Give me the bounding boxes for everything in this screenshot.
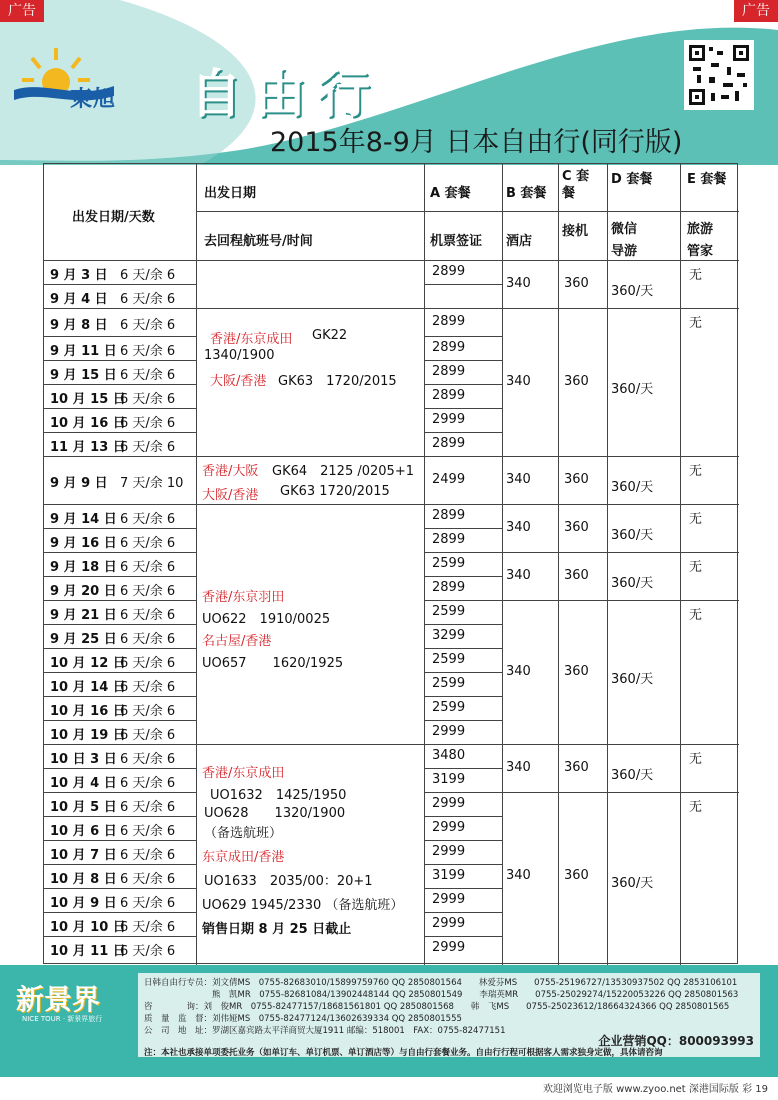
table-line <box>44 840 196 841</box>
table-line <box>44 624 196 625</box>
table-line <box>44 576 196 577</box>
table-line <box>502 600 739 601</box>
flight-route: 香港/东京成田 <box>210 332 293 347</box>
flight-number-time: GK64 2125 /0205+1 <box>272 464 414 479</box>
table-line <box>44 432 196 433</box>
table-line <box>424 720 502 721</box>
flight-route: 东京成田/香港 <box>202 850 285 865</box>
table-line <box>502 260 503 965</box>
table-line <box>502 456 739 457</box>
flight-route: 香港/大阪 <box>202 464 259 479</box>
row-date: 10 月 12 日 <box>50 656 126 671</box>
e-none: 无 <box>689 752 703 767</box>
table-line <box>502 308 739 309</box>
table-line <box>424 336 502 337</box>
table-line <box>44 552 196 553</box>
row-days: 6 天/余 6 <box>120 872 176 887</box>
header-date-days: 出发日期/天数 <box>72 210 155 225</box>
price-c: 360 <box>564 520 589 535</box>
row-price-a: 3480 <box>432 748 466 763</box>
row-date: 9 月 11 日 <box>50 344 117 359</box>
header-a-sub: 机票签证 <box>430 234 483 249</box>
table-line <box>44 912 196 913</box>
row-days: 7 天/余 10 <box>120 476 184 491</box>
flight-number-time: UO622 1910/0025 <box>202 612 331 627</box>
note-line: 注：本社也承接单项委托业务（如单订车、单订机票、单订酒店等）与自由行套餐业务。自由行行程可根据客人需求独身定做，具体请咨询 <box>144 1048 663 1058</box>
row-days: 6 天/余 6 <box>120 268 176 283</box>
price-c: 360 <box>564 374 589 389</box>
row-price-a: 2899 <box>432 314 466 329</box>
flight-number-time: UO1633 2035/00：20+1 <box>204 874 373 889</box>
subtitle: 2015年8-9月 日本自由行(同行版) <box>270 127 683 158</box>
table-line <box>424 840 502 841</box>
row-date: 10 月 8 日 <box>50 872 117 887</box>
row-days: 6 天/余 6 <box>120 632 176 647</box>
row-price-a: 2599 <box>432 700 466 715</box>
table-line <box>424 864 502 865</box>
row-price-a: 3299 <box>432 628 466 643</box>
table-line <box>44 408 196 409</box>
price-c: 360 <box>564 276 589 291</box>
table-line <box>424 624 502 625</box>
header-b: B 套餐 <box>506 186 547 201</box>
table-line <box>502 164 503 260</box>
table-line <box>502 504 739 505</box>
header-b-sub: 酒店 <box>506 234 533 249</box>
price-d: 360/天 <box>611 382 654 397</box>
table-line <box>44 648 196 649</box>
table-line <box>44 284 196 285</box>
row-date: 9 月 8 日 <box>50 318 108 333</box>
row-price-a: 2599 <box>432 556 466 571</box>
row-price-a: 2899 <box>432 264 466 279</box>
e-none: 无 <box>689 268 703 283</box>
row-date: 9 月 14 日 <box>50 512 117 527</box>
table-line <box>196 211 739 212</box>
row-date: 9 月 25 日 <box>50 632 117 647</box>
price-b: 340 <box>506 374 531 389</box>
row-price-a: 2999 <box>432 820 466 835</box>
flight-number-time: UO657 1620/1925 <box>202 656 344 671</box>
e-none: 无 <box>689 800 703 815</box>
price-c: 360 <box>564 760 589 775</box>
row-date: 11 月 13 日 <box>50 440 126 455</box>
table-line <box>196 260 197 965</box>
price-d: 360/天 <box>611 284 654 299</box>
table-line <box>424 600 502 601</box>
row-date: 10 月 15 日 <box>50 392 126 407</box>
price-b: 340 <box>506 276 531 291</box>
table-line <box>424 888 502 889</box>
row-date: 9 月 20 日 <box>50 584 117 599</box>
row-price-a: 2999 <box>432 940 466 955</box>
row-price-a: 2899 <box>432 436 466 451</box>
row-price-a: 2599 <box>432 652 466 667</box>
price-d: 360/天 <box>611 576 654 591</box>
table-line <box>44 672 196 673</box>
row-price-a: 3199 <box>432 772 466 787</box>
row-days: 6 天/余 6 <box>120 920 176 935</box>
row-days: 6 天/余 6 <box>120 848 176 863</box>
row-days: 6 天/余 6 <box>120 584 176 599</box>
row-days: 6 天/余 6 <box>120 680 176 695</box>
table-line <box>424 936 502 937</box>
main-title: 自由行 <box>190 65 383 125</box>
row-price-a: 2999 <box>432 796 466 811</box>
table-line <box>424 552 502 553</box>
row-price-a: 2899 <box>432 508 466 523</box>
row-date: 10 月 14 日 <box>50 680 126 695</box>
row-date: 10 月 5 日 <box>50 800 117 815</box>
flight-route: 大阪/香港 <box>202 488 259 503</box>
price-b: 340 <box>506 868 531 883</box>
table-line <box>424 768 502 769</box>
row-days: 6 天/余 6 <box>120 416 176 431</box>
table-line <box>680 164 681 260</box>
table-line <box>558 260 559 965</box>
table-line <box>607 260 608 965</box>
header-banner <box>0 0 778 165</box>
price-b: 340 <box>506 760 531 775</box>
price-c: 360 <box>564 472 589 487</box>
flight-number-time: UO1632 1425/1950 <box>210 788 347 803</box>
row-days: 6 天/余 6 <box>120 704 176 719</box>
header-flight: 去回程航班号/时间 <box>204 234 313 249</box>
table-line <box>44 260 739 261</box>
footer-logo-sub: NICE TOUR · 新景界旅行 <box>22 1015 103 1023</box>
row-days: 6 天/余 6 <box>120 536 176 551</box>
table-line <box>424 576 502 577</box>
header-e-sub2: 管家 <box>687 244 714 259</box>
price-b: 340 <box>506 664 531 679</box>
row-days: 6 天/余 6 <box>120 368 176 383</box>
e-none: 无 <box>689 464 703 479</box>
price-d: 360/天 <box>611 528 654 543</box>
flight-time: 1340/1900 <box>204 348 275 363</box>
row-price-a: 2899 <box>432 532 466 547</box>
row-price-a: 2599 <box>432 604 466 619</box>
table-line <box>44 720 196 721</box>
table-line <box>502 792 739 793</box>
table-line <box>424 360 502 361</box>
price-b: 340 <box>506 568 531 583</box>
table-line <box>502 552 739 553</box>
table-line <box>424 260 425 965</box>
ad-label-right: 广告 <box>734 0 778 22</box>
ad-label-left: 广告 <box>0 0 44 22</box>
table-line <box>680 260 681 965</box>
table-line <box>558 164 559 260</box>
table-line <box>424 792 502 793</box>
price-d: 360/天 <box>611 876 654 891</box>
row-days: 6 天/余 6 <box>120 944 176 959</box>
row-days: 6 天/余 6 <box>120 776 176 791</box>
row-price-a: 2999 <box>432 892 466 907</box>
table-line <box>424 164 425 260</box>
row-days: 6 天/余 6 <box>120 728 176 743</box>
page-footer: 欢迎浏览电子版 www.zyoo.net 深港国际版 彩 19 <box>542 1084 768 1095</box>
flight-number-time: GK63 1720/2015 <box>280 484 390 499</box>
row-price-a: 2899 <box>432 364 466 379</box>
brand-name: 東旭 <box>70 87 117 112</box>
row-date: 10 月 19 日 <box>50 728 126 743</box>
header-depart-date: 出发日期 <box>204 186 257 201</box>
table-line <box>44 696 196 697</box>
itinerary-table <box>43 163 738 964</box>
price-b: 340 <box>506 520 531 535</box>
row-date: 10 月 16 日 <box>50 416 126 431</box>
row-price-a: 2899 <box>432 580 466 595</box>
footer-logo: 新景界 <box>16 983 101 1016</box>
row-date: 10 月 16 日 <box>50 704 126 719</box>
table-line <box>44 384 196 385</box>
row-days: 6 天/余 6 <box>120 344 176 359</box>
row-date: 10 月 10 日 <box>50 920 126 935</box>
row-price-a: 2899 <box>432 388 466 403</box>
header-c-sub: 接机 <box>562 224 589 239</box>
row-date: 10 日 3 日 <box>50 752 117 767</box>
row-price-a: 2999 <box>432 412 466 427</box>
table-line <box>424 912 502 913</box>
table-line <box>44 816 196 817</box>
row-days: 6 天/余 6 <box>120 292 176 307</box>
table-line <box>424 384 502 385</box>
row-date: 9 月 21 日 <box>50 608 117 623</box>
table-line <box>424 528 502 529</box>
flight-note: （备选航班） <box>204 826 283 841</box>
row-date: 10 月 4 日 <box>50 776 117 791</box>
row-days: 6 天/余 6 <box>120 440 176 455</box>
row-price-a: 2599 <box>432 676 466 691</box>
row-price-a: 2999 <box>432 724 466 739</box>
row-date: 9 月 9 日 <box>50 476 108 491</box>
row-days: 6 天/余 6 <box>120 800 176 815</box>
table-line <box>607 164 608 260</box>
qr-code-icon[interactable] <box>684 40 754 110</box>
flight-route: 香港/东京羽田 <box>202 590 285 605</box>
row-days: 6 天/余 6 <box>120 752 176 767</box>
row-date: 10 月 7 日 <box>50 848 117 863</box>
table-line <box>44 888 196 889</box>
row-days: 6 天/余 6 <box>120 512 176 527</box>
header-d-sub1: 微信 <box>611 222 638 237</box>
price-c: 360 <box>564 568 589 583</box>
table-line <box>44 792 196 793</box>
header-a: A 套餐 <box>430 186 471 201</box>
table-line <box>44 336 196 337</box>
price-d: 360/天 <box>611 672 654 687</box>
contact-box <box>138 973 760 1057</box>
header-d-sub2: 导游 <box>611 244 638 259</box>
flight-route: 大阪/香港 <box>210 374 267 389</box>
header-e: E 套餐 <box>687 172 727 187</box>
row-date: 10 月 11 日 <box>50 944 126 959</box>
flight-number-time: UO628 1320/1900 <box>204 806 346 821</box>
row-price-a: 2499 <box>432 472 466 487</box>
table-line <box>424 648 502 649</box>
row-days: 6 天/余 6 <box>120 608 176 623</box>
header-e-sub1: 旅游 <box>687 222 714 237</box>
contact-line: 公 司 地 址：罗湖区嘉宾路太平洋商贸大厦1911 邮编：518001 FAX：0755-82477151 <box>144 1026 506 1036</box>
table-line <box>424 284 502 285</box>
table-line <box>424 408 502 409</box>
row-date: 9 月 18 日 <box>50 560 117 575</box>
row-price-a: 2899 <box>432 340 466 355</box>
row-date: 9 月 3 日 <box>50 268 108 283</box>
table-line <box>424 696 502 697</box>
contact-line: 咨 询：刘 俊MR 0755-82477157/18681561801 QQ 2850801568 韩 飞MS 0755-25023612/18664324366 QQ 2850801565 <box>144 1002 730 1012</box>
e-none: 无 <box>689 316 703 331</box>
table-line <box>44 528 196 529</box>
table-line <box>44 864 196 865</box>
price-c: 360 <box>564 664 589 679</box>
table-line <box>424 816 502 817</box>
row-days: 6 天/余 6 <box>120 318 176 333</box>
row-price-a: 2999 <box>432 844 466 859</box>
price-d: 360/天 <box>611 480 654 495</box>
flight-route: 香港/东京成田 <box>202 766 285 781</box>
row-days: 6 天/余 6 <box>120 824 176 839</box>
row-date: 10 月 9 日 <box>50 896 117 911</box>
flight-number-time: GK63 1720/2015 <box>278 374 397 389</box>
header-c: C 套餐 <box>562 169 590 201</box>
row-date: 10 月 6 日 <box>50 824 117 839</box>
table-line <box>44 360 196 361</box>
flight-number-time: UO629 1945/2330 （备选航班） <box>202 898 404 913</box>
e-none: 无 <box>689 512 703 527</box>
header-d: D 套餐 <box>611 172 653 187</box>
row-date: 9 月 4 日 <box>50 292 108 307</box>
table-line <box>424 672 502 673</box>
qq-line: 企业营销QQ：800093993 <box>598 1034 754 1048</box>
row-price-a: 3199 <box>432 868 466 883</box>
row-days: 6 天/余 6 <box>120 656 176 671</box>
row-days: 6 天/余 6 <box>120 560 176 575</box>
contact-line: 熊 凯MR 0755-82681084/13902448144 QQ 2850801549 李瑞英MR 0755-25029274/15220053226 QQ 2850801563 <box>144 990 739 1000</box>
e-none: 无 <box>689 560 703 575</box>
flight-number: GK22 <box>312 328 348 343</box>
table-line <box>196 164 197 260</box>
table-line <box>424 432 502 433</box>
row-days: 6 天/余 6 <box>120 896 176 911</box>
row-date: 9 月 15 日 <box>50 368 117 383</box>
price-b: 340 <box>506 472 531 487</box>
table-line <box>502 744 739 745</box>
e-none: 无 <box>689 608 703 623</box>
contact-line: 质 量 监 督：刘伟娅MS 0755-82477124/13602639334 QQ 2850801555 <box>144 1014 462 1024</box>
flight-route: 名古屋/香港 <box>202 634 272 649</box>
table-line <box>44 768 196 769</box>
row-price-a: 2999 <box>432 916 466 931</box>
price-d: 360/天 <box>611 768 654 783</box>
sales-deadline: 销售日期 8 月 25 日截止 <box>202 922 352 937</box>
table-line <box>44 936 196 937</box>
row-date: 9 月 16 日 <box>50 536 117 551</box>
row-days: 6 天/余 6 <box>120 392 176 407</box>
contact-line: 日韩自由行专员：刘文倩MS 0755-82683010/15899759760 QQ 2850801564 林爱芬MS 0755-25196727/13530937502 QQ 2853106101 <box>144 978 738 988</box>
price-c: 360 <box>564 868 589 883</box>
table-line <box>44 600 196 601</box>
